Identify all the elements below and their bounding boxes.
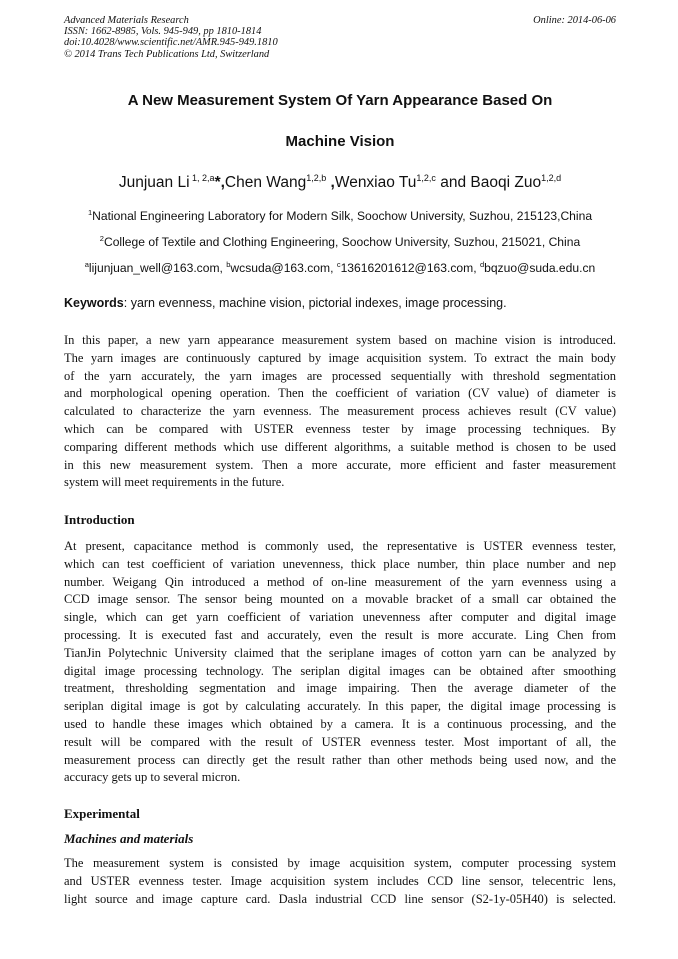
text-line: system will meet requirements in the future. [64, 475, 285, 490]
text-line: single, which can get yarn coefficient of variation unevenness after computer and digital image [64, 610, 616, 625]
email-text: wcsuda@163.com, [230, 261, 337, 276]
text-line: result will be compared with the result of USTER evenness tester. Most important of all, the [64, 734, 616, 749]
text-line: calculated to characterize the yarn evenness. The measurement process achieves result (CV value) [64, 404, 616, 419]
text-line: comparing different methods which use different algorithms, a suitable method is chosen to be used [64, 439, 616, 454]
experimental-paragraph [64, 855, 616, 908]
author-separator: *, [214, 174, 225, 192]
text-line: The yarn images are continuously captured by image acquisition system. To extract the main body [64, 350, 616, 365]
email-sup: d [479, 260, 485, 269]
text-line: In this paper, a new yarn appearance measurement system based on machine vision is introduced. [64, 333, 616, 347]
text-line: measurement process can directly get the result rather than other methods being used now, and the [64, 752, 616, 767]
author-separator: , [326, 174, 335, 192]
text-line: seriplan digital image is got by calculating accurately. In this paper, the digital image processing is [64, 699, 616, 714]
author-affiliation-sup: 1,2,c [416, 173, 436, 183]
doi-line: doi:10.4028/www.scientific.net/AMR.945-949.1810 [64, 37, 278, 49]
text-line: of the yarn accurately, the yarn images are processed sequentially with threshold segmentation [64, 368, 616, 383]
paper-title-line-2: Machine Vision [285, 133, 395, 150]
author-name: Chen Wang [224, 174, 307, 192]
copyright-line: © 2014 Trans Tech Publications Ltd, Switzerland [64, 48, 270, 60]
affiliation-sup: 2 [99, 234, 104, 243]
affiliation-text: College of Textile and Clothing Engineering, Soochow University, Suzhou, 215021, China [103, 235, 581, 250]
journal-header [64, 15, 616, 60]
issn-line: ISSN: 1662-8985, Vols. 945-949, pp 1810-1814 [64, 26, 262, 38]
text-line: TianJin Polytechnic University claimed that the seriplane images of cotton yarn can be analyzed by [64, 645, 616, 660]
author-name: Wenxiao Tu [334, 174, 417, 192]
text-line: number. Weigang Qin introduced a method of on-line measurement of the yarn evenness using a [64, 574, 616, 589]
affiliation-sup: 1 [87, 208, 93, 217]
section-heading-experimental: Experimental [64, 806, 140, 821]
text-line: The measurement system is consisted by image acquisition system, computer processing system [64, 856, 616, 870]
paper-title-line-1: A New Measurement System Of Yarn Appearance Based On [127, 92, 553, 109]
affiliation-text: National Engineering Laboratory for Modern Silk, Soochow University, Suzhou, 215123,China [92, 209, 593, 224]
email-text: 13616201612@163.com, [340, 261, 480, 276]
keywords-label: Keywords [64, 296, 124, 310]
author-separator: and [435, 174, 471, 192]
email-sup: a [84, 260, 89, 269]
text-line: accuracy gets up to several micron. [64, 770, 241, 785]
text-line: treatment, thresholding segmentation and image impairing. Then the average diameter of the [64, 681, 616, 696]
text-line: digital image processing technology. The seriplan digital images can be obtained after smoothing [64, 663, 616, 678]
author-affiliation-sup: 1,2,d [541, 173, 562, 183]
text-line: light source and image capture card. Dasla industrial CCD line sensor (S2-1y-05H40) is selected. [64, 891, 616, 906]
affiliation-2 [60, 234, 620, 249]
author-name: Junjuan Li [118, 174, 190, 192]
affiliation-1 [60, 208, 620, 223]
abstract-paragraph [64, 332, 616, 492]
text-line: At present, capacitance method is commonly used, the representative is USTER evenness tester, [64, 539, 616, 553]
email-text: bqzuo@suda.edu.cn [484, 261, 596, 276]
keywords-text: : yarn evenness, machine vision, pictorial indexes, image processing. [123, 296, 507, 310]
keywords [64, 296, 616, 310]
email-list [60, 260, 620, 275]
text-line: which can be compared with USTER evenness tester by image processing techniques. By [64, 421, 616, 436]
text-line: in this new measurement system. Then a more accurate, more efficient and faster measurement [64, 457, 616, 472]
author-affiliation-sup: 1,2,b [306, 173, 327, 183]
section-heading-introduction: Introduction [64, 512, 135, 527]
introduction-paragraph [64, 538, 616, 787]
email-sup: b [226, 260, 231, 269]
author-affiliation-sup: 1, 2,a [189, 173, 215, 183]
text-line: which can test coefficient of variation unevenness, thick place number, thin place number and nep [64, 556, 616, 571]
author-list [64, 173, 616, 192]
text-line: CCD image sensor. The sensor being mounted on a movable bracket of a small car obtained the [64, 592, 616, 607]
journal-name: Advanced Materials Research [64, 15, 189, 26]
email-text: lijunjuan_well@163.com, [88, 261, 227, 276]
subsection-heading-machines: Machines and materials [64, 831, 194, 846]
author-name: Baoqi Zuo [470, 174, 542, 192]
text-line: and USTER evenness tester. Image acquisition system includes CCD line sensor, telecentric lens, [64, 873, 616, 888]
online-date: Online: 2014-06-06 [533, 15, 616, 26]
text-line: and morphological opening operation. Then the coefficient of variation (CV value) of diameter is [64, 386, 616, 401]
email-sup: c [336, 260, 341, 269]
text-line: used to handle these images which obtained by a camera. It is a continuous processing, and the [64, 716, 616, 731]
text-line: processing. It is executed fast and accurately, even the result is more accurate. Ling Chen from [64, 627, 616, 642]
